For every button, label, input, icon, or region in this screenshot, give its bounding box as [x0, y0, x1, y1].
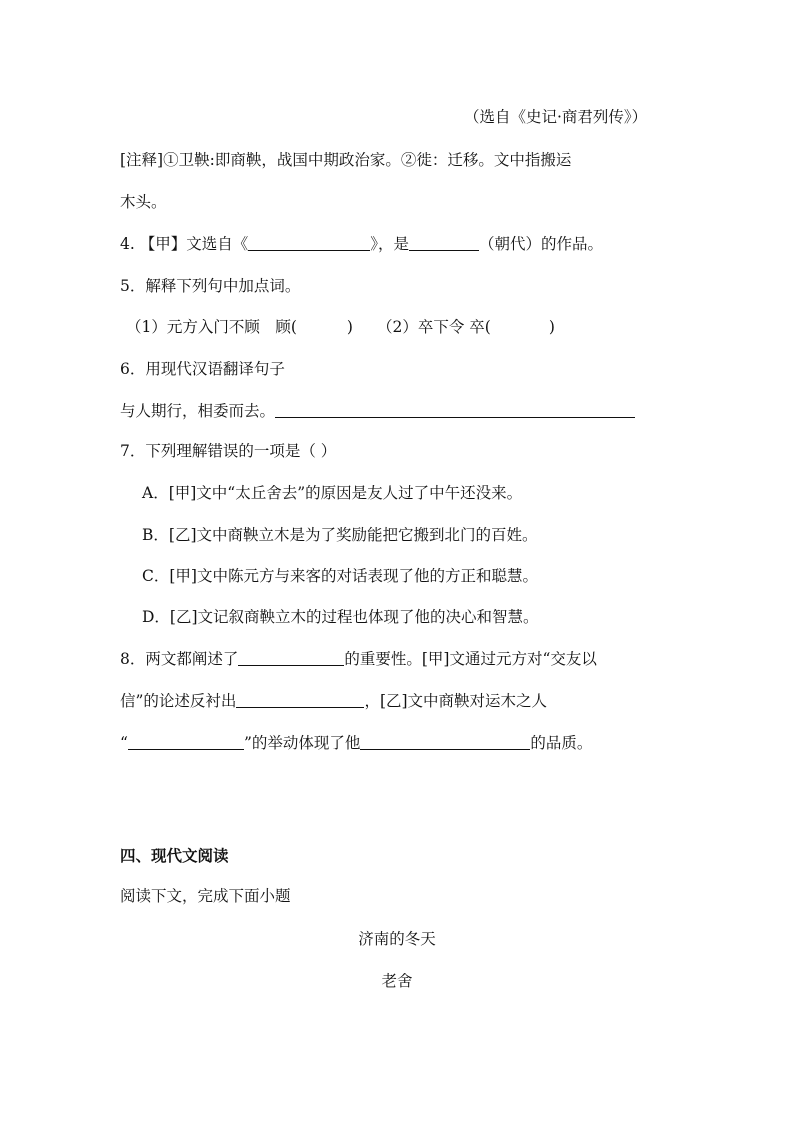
q8-text-d: ，[乙]文中商鞅对运木之人: [364, 692, 548, 710]
q7-option-a[interactable]: A．[甲]文中“太丘舍去”的原因是友人过了中午还没来。: [142, 484, 523, 502]
reading-instruction: 阅读下文，完成下面小题: [120, 887, 291, 905]
question-5: 5．解释下列句中加点词。: [120, 277, 301, 295]
question-8-line-3: [120, 732, 592, 754]
q8-text-b: 的重要性。[甲]文通过元方对“交友以: [344, 650, 597, 668]
q6-sentence-text: 与人期行，相委而去。: [120, 402, 276, 420]
q7-option-b[interactable]: B．[乙]文中商鞅立木是为了奖励能把它搬到北门的百姓。: [142, 526, 538, 544]
q8-blank-3[interactable]: [128, 733, 244, 750]
q8-blank-1[interactable]: [238, 649, 344, 666]
q8-blank-4[interactable]: [360, 733, 530, 750]
q6-answer-blank[interactable]: [275, 401, 635, 418]
q8-text-f: ”的举动体现了他: [243, 734, 361, 752]
question-8-line-1: [120, 648, 597, 670]
question-7: 7．下列理解错误的一项是（ ）: [120, 442, 337, 460]
q8-text-c: 信”的论述反衬出: [120, 692, 237, 710]
section-heading: 四、现代文阅读: [120, 847, 229, 865]
q5-item-2: （2）卒下令 卒(: [376, 318, 491, 336]
q4-blank-dynasty[interactable]: [409, 234, 479, 251]
q7-option-d[interactable]: D．[乙]文记叙商鞅立木的过程也体现了他的决心和智慧。: [142, 608, 539, 626]
question-6: 6．用现代汉语翻译句子: [120, 360, 285, 378]
q5-close-1: ): [346, 318, 353, 336]
question-8-line-2: [120, 690, 547, 712]
annotation-line-1: [注释]①卫鞅:即商鞅，战国中期政治家。②徙：迁移。文中指搬运: [120, 151, 572, 169]
q8-text-e: “: [120, 734, 128, 752]
source-citation: （选自《史记·商君列传》）: [464, 108, 648, 126]
q4-blank-book[interactable]: [248, 234, 370, 251]
q5-close-2: ): [548, 318, 555, 336]
q5-item-1: （1）元方入门不顾 顾(: [126, 318, 297, 336]
annotation-line-2: 木头。: [120, 193, 167, 211]
q4-text-a: 4. 【甲】文选自《: [120, 235, 249, 253]
question-6-sentence: [120, 400, 635, 422]
question-5-items: [126, 316, 555, 338]
essay-title: 济南的冬天: [358, 930, 436, 948]
q8-text-g: 的品质。: [530, 734, 593, 752]
q8-text-a: 8．两文都阐述了: [120, 650, 239, 668]
q7-option-c[interactable]: C．[甲]文中陈元方与来客的对话表现了他的方正和聪慧。: [142, 567, 538, 585]
q4-text-c: （朝代）的作品。: [478, 235, 603, 253]
question-4: [120, 233, 603, 255]
q4-text-b: 》，是: [370, 235, 409, 253]
q8-blank-2[interactable]: [236, 691, 364, 708]
essay-author: 老舍: [381, 972, 413, 990]
